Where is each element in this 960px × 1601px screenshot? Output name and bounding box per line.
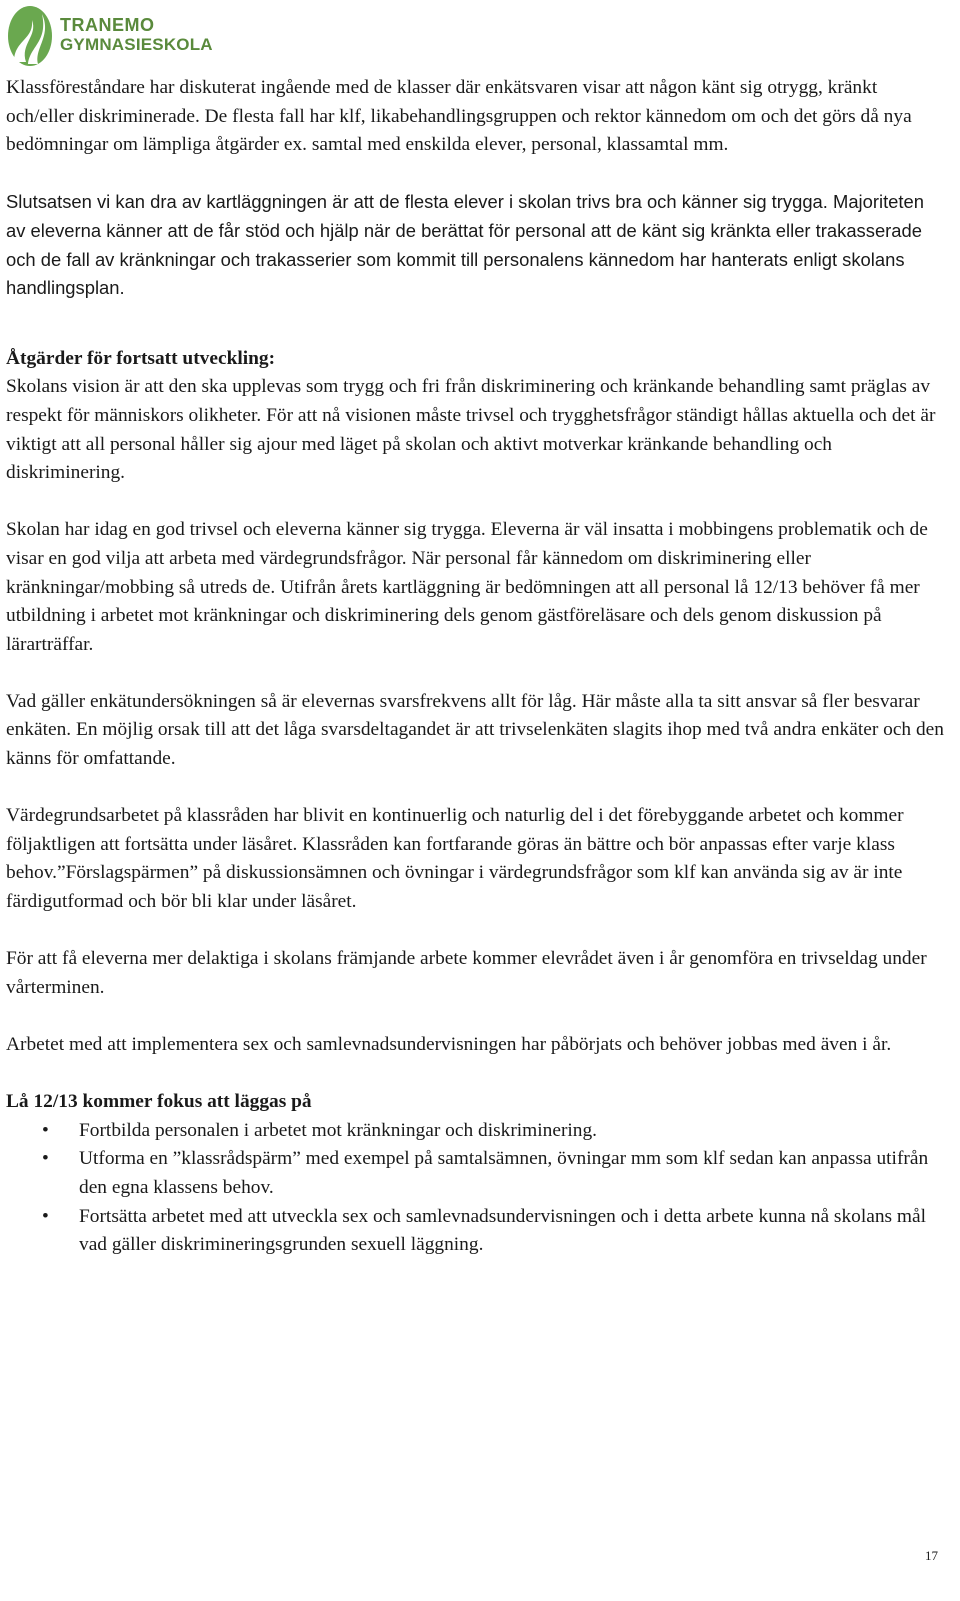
paragraph-klassforestandare: Klassföreståndare har diskuterat ingående med de klasser där enkätsvaren visar att någon känt sig otrygg, kränkt och/eller diskriminerade. De flesta fall har klf, likabehandlingsgruppen och rektor kännedom om och det görs då nya bedömningar om lämpliga åtgärder ex. samtal med enskilda elever, personal, klassamtal mm. (6, 77, 912, 156)
heading-atgarder: Åtgärder för fortsatt utveckling: (6, 347, 276, 369)
paragraph-enkat: Vad gäller enkätundersökningen så är elevernas svarsfrekvens allt för låg. Här måste alla ta sitt ansvar så fler besvarar enkäten. En möjlig orsak till att det låga svarsdeltagandet är att trivselenkäten slagits ihop med två andra enkäter och den känns för omfattande. (6, 690, 944, 770)
list-item (6, 1203, 946, 1260)
school-logo (4, 2, 213, 68)
list-item-text: Fortbilda personalen i arbetet mot kränkningar och diskriminering. (79, 1119, 598, 1141)
paragraph-vardegrund: Värdegrundsarbetet på klassråden har blivit en kontinuerlig och naturlig del i det förebyggande arbetet och kommer följaktligen att fortsätta under läsåret. Klassråden kan fortfarande göras än bättre och bör anpassas efter varje klass behov.”Förslagspärmen” på diskussionsämnen och övningar i värdegrundsfrågor som klf kan använda sig av är inte färdigutformad och bör bli klar under läsåret. (6, 805, 904, 913)
focus-list (6, 1117, 946, 1260)
logo-line-2: GYMNASIESKOLA (60, 35, 213, 54)
list-item-text: Utforma en ”klassrådspärm” med exempel på samtalsämnen, övningar mm som klf sedan kan anpassa utifrån den egna klassens behov. (79, 1148, 929, 1198)
list-item (6, 1117, 946, 1146)
logo-line-1: TRANEMO (60, 15, 155, 35)
list-item (6, 1145, 946, 1202)
bullet-icon: • (42, 1119, 49, 1141)
bullet-icon: • (42, 1205, 49, 1227)
paragraph-slutsatsen: Slutsatsen vi kan dra av kartläggningen är att de flesta elever i skolan trivs bra och känner sig trygga. Majoriteten av eleverna känner att de får stöd och hjälp när de berättat för personal att de känt sig kränkta eller trakasserade och de fall av kränkningar och trakasserier som kommit till personalens kännedom har hanterats enligt skolans handlingsplan. (6, 191, 924, 299)
bullet-icon: • (42, 1148, 49, 1170)
list-item-text: Fortsätta arbetet med att utveckla sex och samlevnadsundervisningen och i detta arbete kunna nå skolans mål vad gäller diskrimineringsgrunden sexuell läggning. (79, 1205, 926, 1256)
document-body (6, 74, 946, 1260)
paragraph-elevrad: För att få eleverna mer delaktiga i skolans främjande arbete kommer elevrådet även i år genomföra en trivseldag under vårterminen. (6, 948, 927, 998)
page-number: 17 (925, 1548, 938, 1563)
paragraph-vision: Skolans vision är att den ska upplevas som trygg och fri från diskriminering och kränkande behandling samt präglas av respekt för människors olikheter. För att nå visionen måste trivsel och trygghetsfrågor ständigt hållas aktuella och det är viktigt att all personal håller sig ajour med läget på skolan och aktivt motverkar kränkande behandling och diskriminering. (6, 376, 936, 484)
paragraph-sex-samlevnad: Arbetet med att implementera sex och samlevnadsundervisningen har påbörjats och behöver jobbas med även i år. (6, 1034, 892, 1055)
logo-wordmark (60, 16, 213, 54)
heading-fokus: Lå 12/13 kommer fokus att läggas på (6, 1091, 312, 1113)
leaf-logo-icon (4, 2, 60, 68)
paragraph-trivsel: Skolan har idag en god trivsel och eleverna känner sig trygga. Eleverna är väl insatta i mobbingens problematik och de visar en god vilja att arbeta med värdegrundsfrågor. När personal får kännedom om diskriminering eller kränkningar/mobbing så utreds de. Utifrån årets kartläggning är bedömningen att all personal lå 12/13 behöver få mer utbildning i arbetet mot kränkningar och diskriminering dels genom gästföreläsare och dels genom diskussion på lärarträffar. (6, 519, 928, 655)
